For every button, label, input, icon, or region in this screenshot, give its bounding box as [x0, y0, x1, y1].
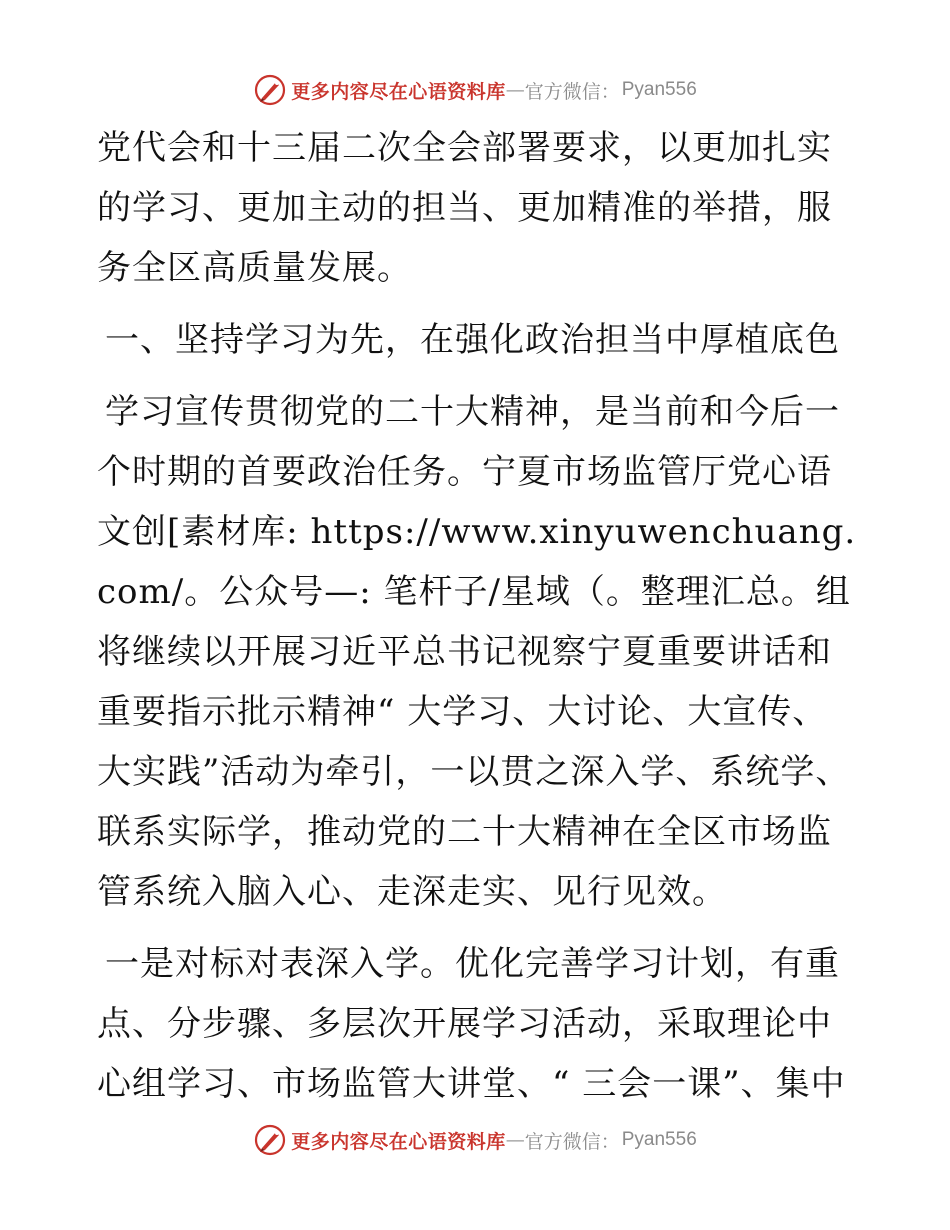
- paragraph-first-point: 一是对标对表深入学。优化完善学习计划，有重点、分步骤、多层次开展学习活动，采取理论中心组学习、市场监管大讲堂、“ 三会一课”、集中: [97, 944, 846, 1104]
- banner-official-label: 官方微信：: [524, 80, 620, 103]
- banner-main-text: 更多内容尽在心语资料库: [291, 80, 506, 103]
- banner-wechat-id: Pyan556: [621, 79, 697, 100]
- paragraph-study-task: 学习宣传贯彻党的二十大精神，是当前和今后一个时期的首要政治任务。宁夏市场监管厅党心语文创[素材库: https://www.xinyuwenchuang.com/。公众号—: 笔杆子/星域（。整理汇总。组将继续以开展习近平总书记视察宁夏重要讲话和重要指示批示精神“ 大学习、大讨论、大宣传、大实践”活动为牵引，一以贯之深入学、系统学、联系实际学，推动党的二十大精神在全区市场监管系统入脑入心、走深走实、见行见效。: [97, 392, 857, 912]
- banner-official-label: 官方微信：: [524, 1130, 620, 1153]
- banner-main-text: 更多内容尽在心语资料库: [291, 1130, 506, 1153]
- quill-logo-icon: [253, 73, 287, 107]
- banner-separator: —: [505, 79, 525, 101]
- paragraph-intro: 党代会和十三届二次全会部署要求，以更加扎实的学习、更加主动的担当、更加精准的举措，服务全区高质量发展。: [97, 128, 832, 288]
- header-watermark-banner: [0, 70, 950, 110]
- document-body: [97, 118, 857, 1114]
- section-heading: 一、坚持学习为先，在强化政治担当中厚植底色: [105, 320, 840, 360]
- quill-logo-icon: [253, 1123, 287, 1157]
- footer-watermark-banner: [0, 1120, 950, 1160]
- banner-wechat-id: Pyan556: [621, 1129, 697, 1150]
- banner-separator: —: [505, 1129, 525, 1151]
